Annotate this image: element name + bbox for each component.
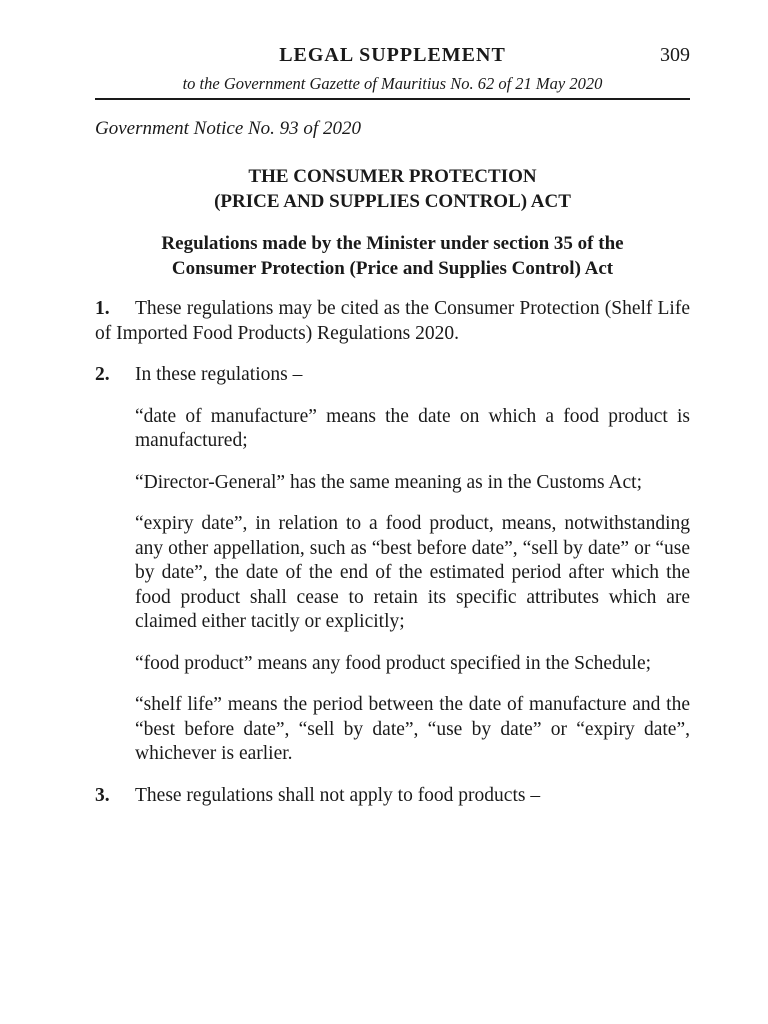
gazette-page xyxy=(95,0,690,806)
definition-expiry-date: “expiry date”, in relation to a food product, means, notwithstanding any other appellation, such as “best before date”, “sell by date” or “use by date”, the date of the end of the estimated period after which the food product shall cease to retain its specific attributes which are claimed either tacitly or explicitly; xyxy=(135,513,690,632)
section-number: 1. xyxy=(95,298,110,319)
government-notice: Government Notice No. 93 of 2020 xyxy=(95,118,361,139)
header-rule xyxy=(95,98,690,100)
section-1 xyxy=(95,297,690,346)
act-title-line-1: THE CONSUMER PROTECTION xyxy=(248,166,537,187)
section-text: These regulations may be cited as the Consumer Protection (Shelf Life of Imported Food Products) Regulations 2020. xyxy=(95,298,690,344)
regulations-heading-line-2: Consumer Protection (Price and Supplies Control) Act xyxy=(171,258,614,279)
section-text: In these regulations – xyxy=(135,364,303,385)
act-title-line-2: (PRICE AND SUPPLIES CONTROL) ACT xyxy=(214,191,571,212)
regulations-heading-line-1: Regulations made by the Minister under section 35 of the xyxy=(161,233,624,254)
page-header xyxy=(95,0,690,100)
section-2 xyxy=(95,363,690,388)
section-number: 2. xyxy=(95,364,110,385)
section-text: These regulations shall not apply to food products – xyxy=(135,784,541,806)
definition-director-general: “Director-General” has the same meaning as in the Customs Act; xyxy=(135,471,642,493)
regulations-body xyxy=(95,297,690,825)
gazette-subtitle: to the Government Gazette of Mauritius No. 62 of 21 May 2020 xyxy=(182,74,603,93)
act-title xyxy=(95,164,690,214)
section-3 xyxy=(95,784,690,809)
section-number: 3. xyxy=(95,784,110,806)
regulations-heading xyxy=(95,231,690,281)
definition-date-of-manufacture: “date of manufacture” means the date on which a food product is manufactured; xyxy=(135,405,690,451)
page-number: 309 xyxy=(660,44,690,66)
supplement-title: LEGAL SUPPLEMENT xyxy=(279,44,506,66)
definition-shelf-life: “shelf life” means the period between the date of manufacture and the “best before date”, “sell by date”, “use by date” or “expiry date”, whichever is earlier. xyxy=(135,694,690,764)
definition-food-product: “food product” means any food product specified in the Schedule; xyxy=(135,652,652,674)
